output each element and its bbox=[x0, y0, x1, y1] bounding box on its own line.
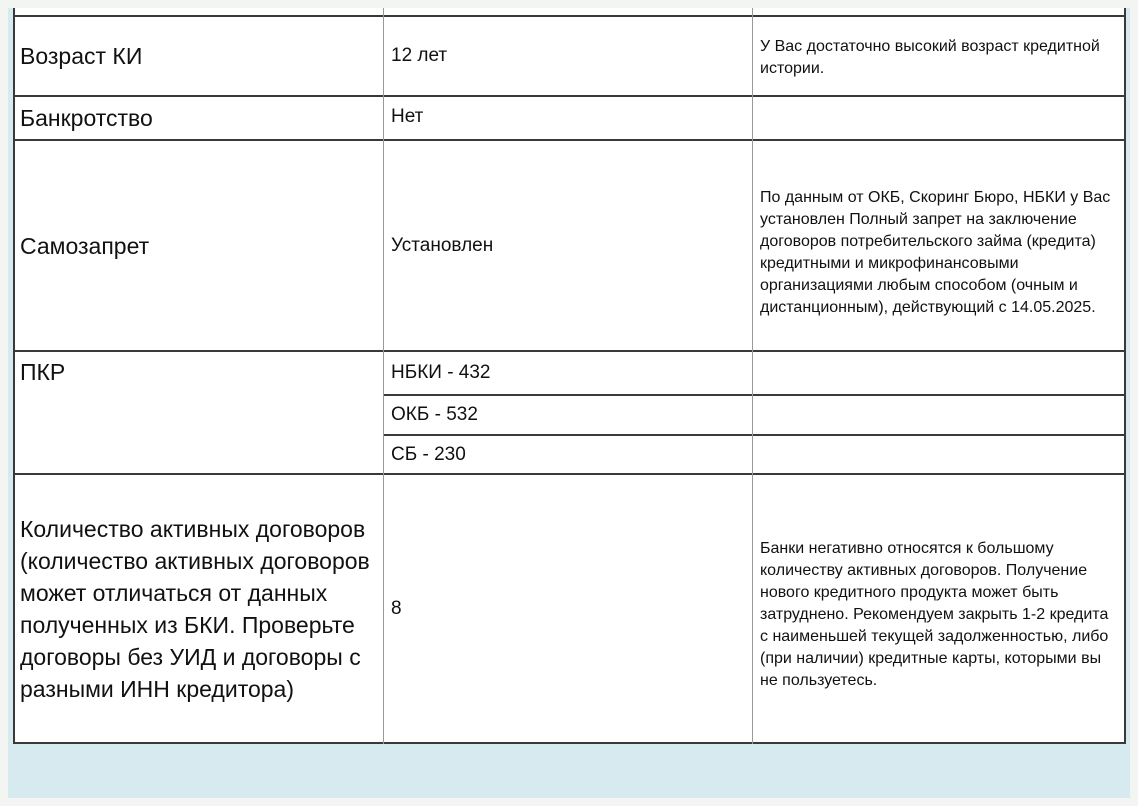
row-divider bbox=[13, 139, 1126, 141]
row-divider bbox=[13, 473, 1126, 475]
row-divider bbox=[384, 394, 1126, 396]
bankruptcy-comment bbox=[753, 97, 1126, 139]
active-contracts-value: 8 bbox=[391, 597, 402, 619]
column-divider bbox=[13, 8, 15, 744]
row-divider bbox=[384, 434, 1126, 436]
self-ban-value: Установлен bbox=[391, 234, 494, 256]
column-divider bbox=[383, 8, 384, 744]
pkr-sb-value: СБ - 230 bbox=[391, 443, 466, 465]
page-background bbox=[8, 8, 1130, 798]
credit-report-table bbox=[13, 8, 1126, 744]
self-ban-comment: По данным от ОКБ, Скоринг Бюро, НБКИ у Вас установлен Полный запрет на заключение договоров потребительского займа (кредита) кредитными и микрофинансовыми организациями любым способом (очным и дистанционным), действующий с 14.05.2025. bbox=[760, 188, 1111, 316]
self-ban-label: Самозапрет bbox=[20, 232, 150, 259]
pkr-label: ПКР bbox=[20, 359, 66, 385]
active-contracts-label: Количество активных договоров (количество активных договоров может отличаться от данных полученных из БКИ. Проверьте договоры без УИД и договоры с разными ИНН кредитора) bbox=[20, 515, 370, 702]
row-divider bbox=[13, 350, 1126, 352]
column-divider bbox=[1124, 8, 1126, 744]
credit-age-label: Возраст КИ bbox=[20, 43, 143, 69]
credit-age-value: 12 лет bbox=[391, 45, 448, 66]
credit-age-comment: У Вас достаточно высокий возраст кредитной истории. bbox=[760, 38, 1100, 77]
row-divider bbox=[13, 742, 1126, 744]
pkr-okb-value: ОКБ - 532 bbox=[391, 404, 478, 425]
pkr-nbki-value: НБКИ - 432 bbox=[391, 362, 491, 383]
bankruptcy-value: Нет bbox=[391, 106, 424, 127]
active-contracts-comment: Банки негативно относятся к большому количеству активных договоров. Получение нового кредитного продукта может быть затруднено. Рекомендуем закрыть 1-2 кредита с наименьшей текущей задолженностью, либо (при наличии) кредитные карты, которыми вы не пользуетесь. bbox=[760, 539, 1109, 689]
row-divider bbox=[13, 15, 1126, 17]
row-divider bbox=[13, 95, 1126, 97]
bankruptcy-label: Банкротство bbox=[20, 105, 153, 131]
column-divider bbox=[752, 8, 753, 744]
